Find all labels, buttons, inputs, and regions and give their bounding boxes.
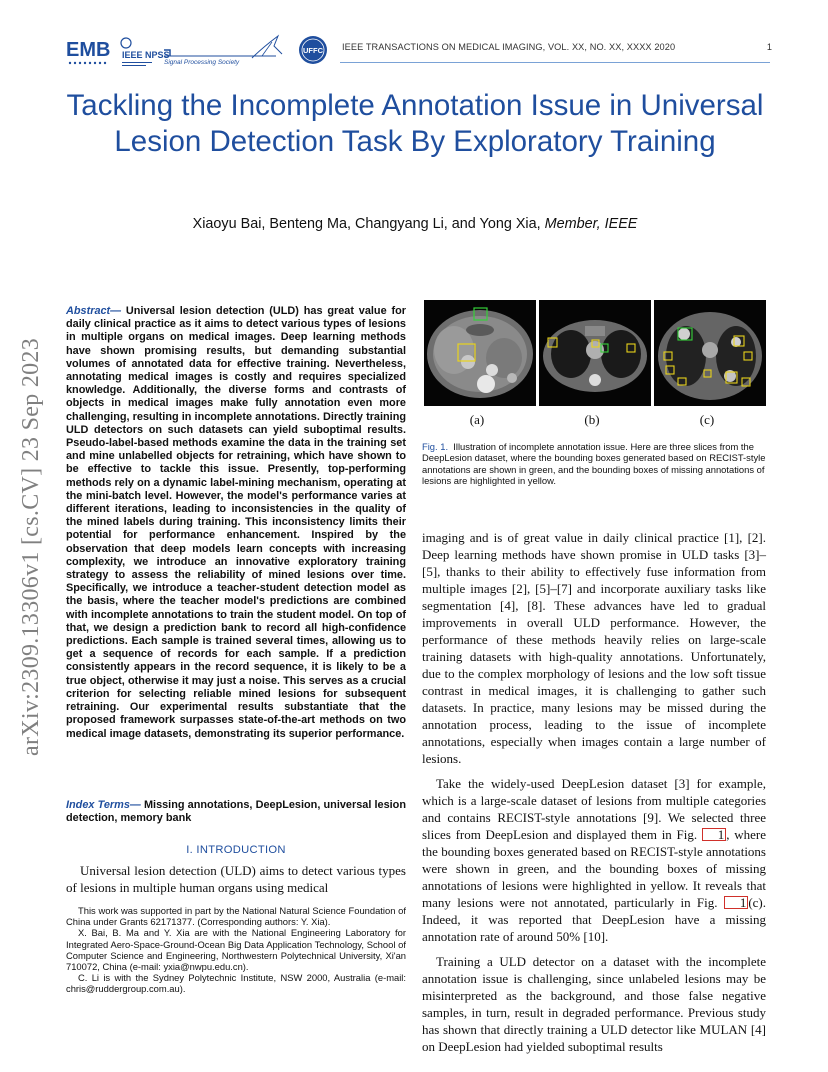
publisher-logos (66, 34, 328, 70)
body-paragraph-2 (422, 775, 766, 945)
ct-slice-b (539, 300, 651, 406)
body-paragraph-3: Training a ULD detector on a dataset with the incomplete annotation issue is challenging, since unlabeled lesions may be misinterpreted as the background, and those false negative samples, in turn, result in degraded performance. Previous study has shown that directly training a ULD detector like MULAN [4] on DeepLesion had yielded suboptimal results (422, 954, 766, 1054)
ct-slice-a (424, 300, 536, 406)
abstract (66, 305, 406, 741)
index-terms-label: Index Terms— (66, 799, 141, 811)
figure-reference-link[interactable]: 1 (702, 828, 727, 841)
author-membership: Member, IEEE (544, 216, 638, 232)
abstract-label: Abstract— (66, 305, 122, 317)
introduction-paragraph: Universal lesion detection (ULD) aims to detect various types of lesions in multiple human organs using medical (66, 863, 406, 895)
body-paragraph-2-part-c: (c). Indeed, it was reported that DeepLesion have a missing annotation rate of around 50% [10]. (422, 895, 766, 944)
figure-sublabel-c: (c) (699, 412, 715, 427)
footnote-funding: This work was supported in part by the National Natural Science Foundation of China under Grants 62171377. (Corresponding authors: Y. Xia). (66, 905, 406, 928)
author-names: Xiaoyu Bai, Benteng Ma, Changyang Li, and Yong Xia, (192, 216, 545, 232)
uffc-logo (299, 36, 327, 64)
figure-caption-label: Fig. 1. (422, 441, 449, 452)
sps-logo-text: Signal Processing Society (164, 59, 240, 66)
emb-logo (66, 39, 110, 64)
index-terms-text: Missing annotations, DeepLesion, universal lesion detection, memory bank (66, 799, 406, 825)
npss-logo (121, 38, 170, 66)
header-rule (340, 62, 770, 63)
sps-logo (164, 36, 282, 66)
footnotes (66, 905, 406, 995)
figure-sublabel-b: (b) (584, 412, 600, 427)
footnote-affiliation-2: C. Li is with the Sydney Polytechnic Institute, NSW 2000, Australia (e-mail: chris@ruddergroup.com.au). (66, 972, 406, 995)
arxiv-stamp-container (18, 286, 48, 756)
arxiv-stamp: arXiv:2309.13306v1 [cs.CV] 23 Sep 2023 (18, 337, 44, 756)
figure-caption (422, 441, 766, 487)
body-paragraph-1: imaging and is of great value in daily clinical practice [1], [2]. Deep learning methods have shown promise in ULD tasks [3]–[5], thanks to their ability to effectively fuse information from multiple images [2], [5]–[7] and incorporate auxiliary tasks like segmentation [4], [8]. These advances have led to gradual improvements in overall ULD performance. However, the performance of these methods heavily relies on large-scale training datasets with high-quality annotations. Unfortunately, due to the complex morphology of lesions and the low soft tissue contrast in medical images, it is challenging to gather such datasets. In practice, many lesions may be missed during the annotation process, leading to the issue of incomplete annotations, especially when images contain a large number of lesions. (422, 530, 766, 766)
abstract-text: Universal lesion detection (ULD) has great value for daily clinical practice as it aims to detect various types of lesions in multiple organs on medical images. Deep learning methods have shown promising results, but demanding substantial volumes of annotated data for effective training. Nevertheless, annotating medical images is costly and requires specialized knowledge. Additionally, the diverse forms and contrasts of objects in medical images make fully annotation even more challenging, resulting in incomplete annotations. Directly training ULD detectors on such datasets can yield suboptimal results. Pseudo-label-based methods examine the data in the training set and mine unlabelled objects for retraining, which have shown to be effective to tackle this issue. Presently, top-performing methods rely on a dynamic label-mining mechanism, operating at the mini-batch level. However, the model's performance varies at different iterations, leading to inconsistencies in the quality of the mined labels during training. This inconsistency limits their potential for performance enhancement. Inspired by the observation that deep models learn concepts with increasing complexity, we introduce an innovative exploratory training strategy to assess the reliability of mined lesions over time. Specifically, we introduce a teacher-student detection model as the basis, where the teacher model's predictions are combined with incomplete annotations to train the student model. On top of that, we design a prediction bank to record all high-confidence predictions. Each sample is trained several times, allowing us to get a sequence of records for each sample. If a prediction consistently appears in the record sequence, it is likely to be a true object, otherwise it may just a noise. This serves as a crucial criterion for selecting reliable mined lesions for subsequent retraining. Our experimental results substantiate that the proposed framework surpasses state-of-the-art methods on two medical image datasets, demonstrating its superior performance. (66, 305, 406, 740)
index-terms (66, 799, 406, 825)
figure-caption-text: Illustration of incomplete annotation issue. Here are three slices from the DeepLesion dataset, where the bounding boxes generated based on RECIST-style annotations are shown in green, and the bounding boxes of missing annotations of lesions are highlighted in yellow. (422, 441, 766, 487)
page-number: 1 (766, 42, 772, 52)
ct-slice-c (654, 300, 766, 406)
footnote-affiliation-1: X. Bai, B. Ma and Y. Xia are with the National Engineering Laboratory for Integrated Aero-Space-Ground-Ocean Big Data Application Technology, School of Computer Science and Engineering, Northwestern Polytechnical University, Xi'an 710072, China (e-mail: yxia@nwpu.edu.cn). (66, 927, 406, 973)
body-paragraph-2-part-a: Take the widely-used DeepLesion dataset [3] for example, which is a large-scale dataset of lesions from multiple categories and contains RECIST-style annotations [9]. We selected three slices from DeepLesion and displayed them in Fig. (422, 776, 766, 842)
journal-header: IEEE TRANSACTIONS ON MEDICAL IMAGING, VOL. XX, NO. XX, XXXX 2020 (342, 42, 676, 52)
body-right-column (422, 529, 766, 1063)
body-paragraph-2-part-b: , where the bounding boxes generated based on RECIST-style annotations were shown in green, and the bounding boxes of missing annotations of lesions were highlighted in yellow. It reveals that many lesions were not annotated, particularly in Fig. (422, 827, 766, 910)
section-heading-introduction: I. INTRODUCTION (186, 844, 286, 856)
paper-title: Tackling the Incomplete Annotation Issue in Universal Lesion Detection Task By Exploratory Training (66, 89, 764, 158)
author-list (60, 216, 770, 232)
uffc-logo-text: UFFC (303, 46, 323, 55)
emb-logo-text: EMB (66, 39, 111, 61)
figure-1 (424, 300, 766, 406)
figure-reference-link[interactable]: 1 (724, 896, 749, 909)
npss-logo-text: IEEE NPSS (122, 50, 170, 60)
figure-sublabel-a: (a) (469, 412, 485, 427)
